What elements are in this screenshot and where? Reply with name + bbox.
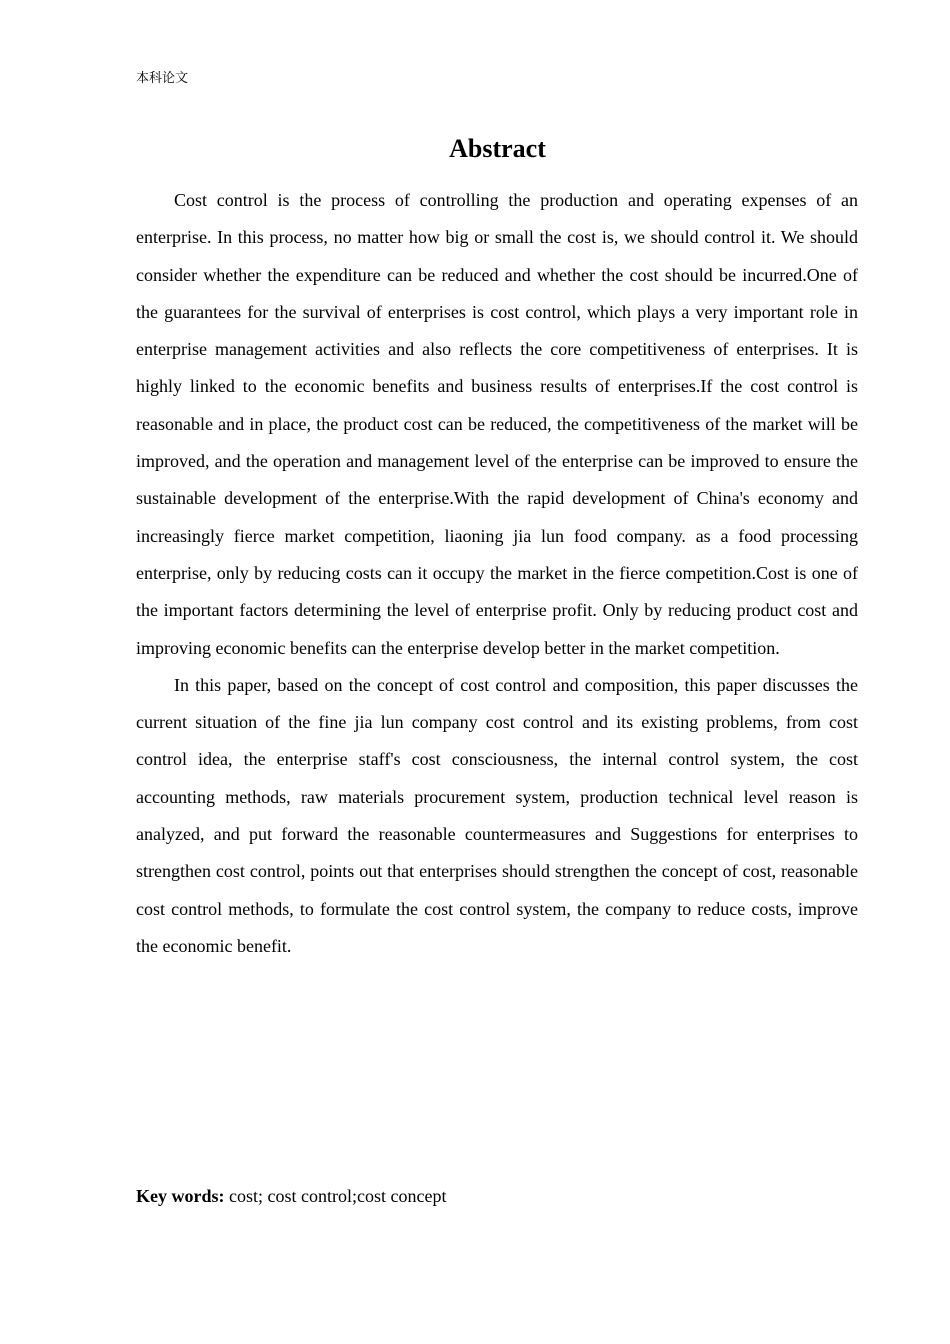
abstract-body [136,182,858,965]
keywords-line [136,1184,446,1208]
running-header: 本科论文 [136,71,189,86]
abstract-paragraph-1: Cost control is the process of controlling the production and operating expenses of an enterprise. In this process, no matter how big or small the cost is, we should control it. We should consider whether the expenditure can be reduced and whether the cost should be incurred.One of the guarantees for the survival of enterprises is cost control, which plays a very important role in enterprise management activities and also reflects the core competitiveness of enterprises. It is highly linked to the economic benefits and business results of enterprises.If the cost control is reasonable and in place, the product cost can be reduced, the competitiveness of the market will be improved, and the operation and management level of the enterprise can be improved to ensure the sustainable development of the enterprise.With the rapid development of China's economy and increasingly fierce market competition, liaoning jia lun food company. as a food processing enterprise, only by reducing costs can it occupy the market in the fierce competition.Cost is one of the important factors determining the level of enterprise profit. Only by reducing product cost and improving economic benefits can the enterprise develop better in the market competition. [136,190,858,658]
keywords-value: cost; cost control;cost concept [229,1186,447,1206]
abstract-title: Abstract [449,134,546,163]
keywords-label: Key words: [136,1186,225,1206]
abstract-paragraph-2: In this paper, based on the concept of cost control and composition, this paper discusses the current situation of the fine jia lun company cost control and its existing problems, from cost control idea, the enterprise staff's cost consciousness, the internal control system, the cost accounting methods, raw materials procurement system, production technical level reason is analyzed, and put forward the reasonable countermeasures and Suggestions for enterprises to strengthen cost control, points out that enterprises should strengthen the concept of cost, reasonable cost control methods, to formulate the cost control system, the company to reduce costs, improve the economic benefit. [136,674,858,956]
